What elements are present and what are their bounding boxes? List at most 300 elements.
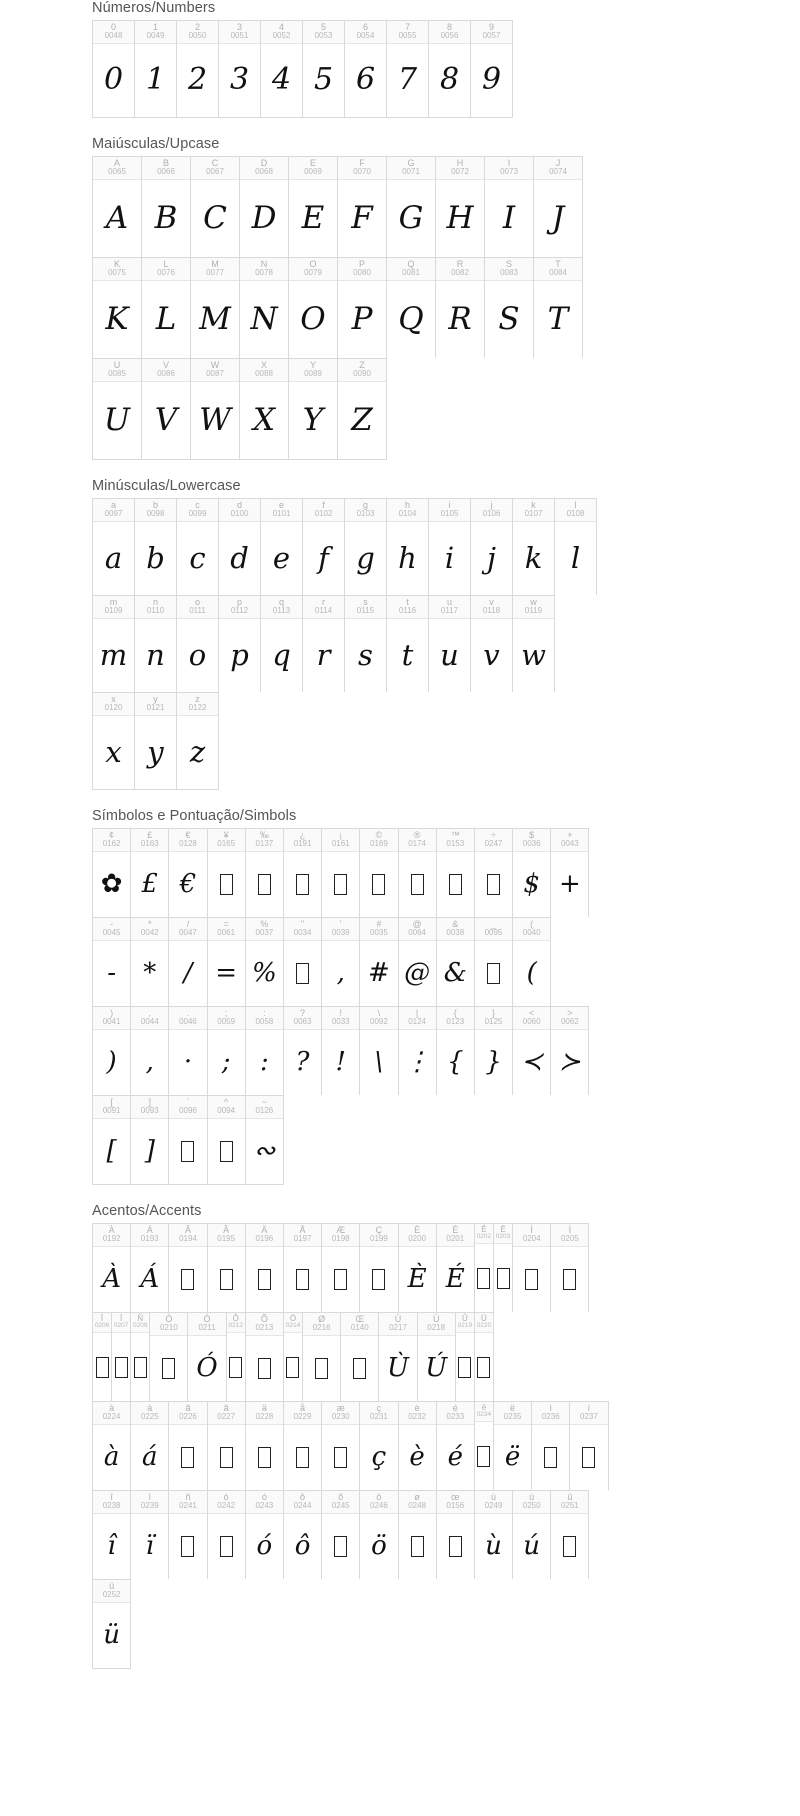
glyph-cell[interactable] xyxy=(289,258,338,358)
glyph-render: e xyxy=(272,540,291,575)
glyph-render: z xyxy=(189,734,206,769)
glyph-code-label: 0090 xyxy=(353,369,371,379)
glyph-cell[interactable] xyxy=(437,1491,475,1579)
glyph-character-label: S xyxy=(505,259,512,269)
glyph-code-label: 0036 xyxy=(522,839,541,849)
flower-icon: ✿ xyxy=(100,869,123,900)
glyph-character-label: ó xyxy=(261,1492,267,1502)
glyph-cell[interactable] xyxy=(387,21,429,117)
glyph-cell[interactable] xyxy=(246,1007,284,1095)
glyph-code-label: 0153 xyxy=(446,839,465,849)
glyph-code-label: 0064 xyxy=(408,928,426,938)
glyph-code-label: 0113 xyxy=(272,606,291,616)
glyph-cell[interactable] xyxy=(338,359,387,459)
glyph-cell[interactable] xyxy=(142,157,191,257)
glyph-cell[interactable] xyxy=(261,21,303,117)
glyph-cell[interactable] xyxy=(142,258,191,358)
glyph-cell[interactable] xyxy=(131,918,169,1006)
glyph-cell[interactable] xyxy=(360,1007,398,1095)
glyph-code-label: 0088 xyxy=(255,369,273,379)
glyph-cell[interactable] xyxy=(135,693,177,789)
glyph-cell[interactable] xyxy=(208,1096,246,1184)
glyph-render: S xyxy=(498,300,520,337)
glyph-cell[interactable] xyxy=(303,1313,341,1401)
glyph-cell[interactable] xyxy=(399,1491,437,1579)
glyph-character-label: ï xyxy=(148,1492,152,1502)
glyph-cell[interactable] xyxy=(345,499,387,595)
glyph-meta xyxy=(360,1224,397,1247)
glyph-cell[interactable] xyxy=(93,918,131,1006)
glyph-meta xyxy=(436,258,484,281)
glyph-render: P xyxy=(351,300,373,337)
glyph-cell[interactable] xyxy=(208,1491,246,1579)
glyph-cell[interactable] xyxy=(387,258,436,358)
glyph-cell[interactable] xyxy=(436,157,485,257)
missing-glyph-box-icon xyxy=(334,1447,347,1468)
section-symbols xyxy=(0,808,800,1185)
glyph-cell[interactable] xyxy=(150,1313,188,1401)
glyph-cell[interactable] xyxy=(93,21,135,117)
glyph-cell[interactable] xyxy=(93,1491,131,1579)
glyph-render xyxy=(303,1336,340,1401)
glyph-cell[interactable] xyxy=(93,1402,131,1490)
glyph-cell[interactable] xyxy=(475,1491,513,1579)
glyph-character-label: % xyxy=(260,919,269,929)
glyph-character-label: 7 xyxy=(404,22,410,32)
glyph-cell[interactable] xyxy=(322,1491,360,1579)
glyph-code-label: 0043 xyxy=(560,839,579,849)
glyph-cell[interactable] xyxy=(437,918,475,1006)
glyph-cell[interactable] xyxy=(261,499,303,595)
glyph-cell[interactable] xyxy=(429,21,471,117)
glyph-meta xyxy=(322,829,359,852)
glyph-cell[interactable] xyxy=(360,1402,398,1490)
glyph-code-label: 0162 xyxy=(102,839,121,849)
glyph-cell[interactable] xyxy=(399,1402,437,1490)
glyph-cell[interactable] xyxy=(555,499,597,595)
glyph-cell[interactable] xyxy=(399,1007,437,1095)
glyph-cell[interactable] xyxy=(135,21,177,117)
glyph-render: - xyxy=(107,958,116,989)
glyph-cell[interactable] xyxy=(471,21,513,117)
glyph-cell[interactable] xyxy=(93,1580,131,1668)
glyph-code-label: 0247 xyxy=(484,839,503,849)
glyph-render: j xyxy=(487,540,496,575)
glyph-cell[interactable] xyxy=(284,1491,322,1579)
glyph-meta xyxy=(284,1313,302,1333)
glyph-meta xyxy=(360,1402,397,1425)
glyph-cell[interactable] xyxy=(208,1402,246,1490)
glyph-cell[interactable] xyxy=(93,829,131,917)
glyph-cell[interactable] xyxy=(191,157,240,257)
glyph-cell[interactable] xyxy=(551,1491,589,1579)
glyph-character-label: r xyxy=(322,597,325,607)
glyph-character-label: Y xyxy=(309,360,316,370)
glyph-cell[interactable] xyxy=(429,596,471,692)
glyph-cell[interactable] xyxy=(219,21,261,117)
glyph-meta xyxy=(289,359,337,382)
glyph-meta xyxy=(399,1224,436,1247)
glyph-cell[interactable] xyxy=(387,596,429,692)
glyph-cell[interactable] xyxy=(387,499,429,595)
glyph-code-label: 0111 xyxy=(189,606,206,616)
glyph-meta xyxy=(284,1402,321,1425)
glyph-code-label: 0107 xyxy=(524,509,543,519)
glyph-cell[interactable] xyxy=(360,829,398,917)
glyph-cell[interactable] xyxy=(131,1224,169,1312)
glyph-cell[interactable] xyxy=(246,1096,284,1184)
glyph-cell[interactable] xyxy=(240,157,289,257)
glyph-cell[interactable] xyxy=(93,499,135,595)
glyph-cell[interactable] xyxy=(289,359,338,459)
glyph-cell[interactable] xyxy=(112,1313,131,1401)
glyph-cell[interactable] xyxy=(93,157,142,257)
missing-glyph-box-icon xyxy=(334,874,347,895)
glyph-cell[interactable] xyxy=(169,1096,207,1184)
missing-glyph-box-icon xyxy=(181,1447,194,1468)
glyph-cell[interactable] xyxy=(246,829,284,917)
glyph-cell[interactable] xyxy=(360,1224,398,1312)
glyph-meta xyxy=(570,1402,607,1425)
glyph-code-label: 0061 xyxy=(217,928,236,938)
glyph-cell[interactable] xyxy=(338,157,387,257)
glyph-render xyxy=(246,1247,283,1312)
glyph-meta xyxy=(177,499,218,522)
glyph-meta xyxy=(208,1224,245,1247)
missing-glyph-box-icon xyxy=(162,1358,175,1379)
glyph-character-label: ) xyxy=(110,1008,114,1018)
glyph-code-label: 0169 xyxy=(370,839,388,849)
glyph-cell[interactable] xyxy=(534,157,583,257)
glyph-cell[interactable] xyxy=(188,1313,226,1401)
glyph-render: 0 xyxy=(103,62,124,98)
glyph-character-label: ë xyxy=(510,1403,516,1413)
glyph-character-label: Ã xyxy=(223,1225,230,1235)
glyph-meta xyxy=(246,1491,283,1514)
glyph-cell[interactable] xyxy=(219,499,261,595)
glyph-render xyxy=(532,1425,569,1490)
glyph-cell[interactable] xyxy=(513,596,555,692)
glyph-render: w xyxy=(521,637,546,672)
glyph-code-label: 0219 xyxy=(457,1322,473,1330)
glyph-code-label: 0126 xyxy=(255,1106,274,1116)
glyph-cell[interactable] xyxy=(131,1313,150,1401)
glyph-cell[interactable] xyxy=(485,157,534,257)
glyph-render xyxy=(284,1247,321,1312)
glyph-cell[interactable] xyxy=(437,1224,475,1312)
glyph-cell[interactable] xyxy=(93,1313,112,1401)
glyph-cell[interactable] xyxy=(360,1491,398,1579)
glyph-character-label: 3 xyxy=(236,22,242,32)
glyph-code-label: 0225 xyxy=(140,1412,159,1422)
glyph-render: ! xyxy=(335,1047,346,1078)
glyph-cell[interactable] xyxy=(360,918,398,1006)
glyph-render xyxy=(284,852,321,917)
glyph-cell[interactable] xyxy=(284,1313,303,1401)
glyph-cell[interactable] xyxy=(379,1313,417,1401)
glyph-code-label: 0051 xyxy=(230,31,249,41)
glyph-render: & xyxy=(443,958,467,989)
glyph-row xyxy=(92,1579,131,1669)
glyph-cell[interactable] xyxy=(169,829,207,917)
glyph-character-label: X xyxy=(260,360,267,370)
glyph-character-label: Ø xyxy=(318,1314,326,1324)
glyph-render: y xyxy=(147,734,164,769)
glyph-cell[interactable] xyxy=(261,596,303,692)
glyph-cell[interactable] xyxy=(131,1007,169,1095)
glyph-cell[interactable] xyxy=(246,1313,284,1401)
glyph-row xyxy=(92,358,387,460)
glyph-meta xyxy=(494,1224,512,1244)
glyph-cell[interactable] xyxy=(551,829,589,917)
glyph-cell[interactable] xyxy=(513,1224,551,1312)
glyph-cell[interactable] xyxy=(169,1007,207,1095)
glyph-cell[interactable] xyxy=(513,499,555,595)
glyph-render: X xyxy=(252,401,276,438)
glyph-cell[interactable] xyxy=(387,157,436,257)
glyph-character-label: q xyxy=(278,597,284,607)
glyph-character-label: i xyxy=(448,500,451,510)
glyph-cell[interactable] xyxy=(93,693,135,789)
missing-glyph-box-icon xyxy=(582,1447,595,1468)
glyph-meta xyxy=(93,918,130,941)
glyph-cell[interactable] xyxy=(429,499,471,595)
missing-glyph-box-icon xyxy=(563,1536,576,1557)
glyph-render xyxy=(360,1247,397,1312)
glyph-cell[interactable] xyxy=(436,258,485,358)
glyph-cell[interactable] xyxy=(208,918,246,1006)
glyph-cell[interactable] xyxy=(135,499,177,595)
glyph-character-label: ö xyxy=(376,1492,382,1502)
glyph-render: J xyxy=(551,199,565,236)
glyph-cell[interactable] xyxy=(169,918,207,1006)
glyph-render: Z xyxy=(351,401,373,438)
glyph-cell[interactable] xyxy=(169,1491,207,1579)
glyph-cell[interactable] xyxy=(135,596,177,692)
glyph-render: = xyxy=(215,958,238,989)
glyph-cell[interactable] xyxy=(513,918,551,1006)
glyph-cell[interactable] xyxy=(475,1007,513,1095)
glyph-meta xyxy=(322,1402,359,1425)
glyph-cell[interactable] xyxy=(284,829,322,917)
glyph-character-label: ü xyxy=(109,1581,115,1591)
glyph-cell[interactable] xyxy=(341,1313,379,1401)
glyph-character-label: d xyxy=(236,500,242,510)
glyph-meta xyxy=(399,1491,436,1514)
glyph-meta xyxy=(551,1007,588,1030)
glyph-cell[interactable] xyxy=(227,1313,246,1401)
glyph-render xyxy=(246,1336,283,1401)
glyph-cell[interactable] xyxy=(399,1224,437,1312)
glyph-cell[interactable] xyxy=(208,829,246,917)
glyph-character-label: * xyxy=(148,919,152,929)
glyph-meta xyxy=(142,359,190,382)
glyph-code-label: 0069 xyxy=(304,167,322,177)
missing-glyph-box-icon xyxy=(477,1357,490,1378)
glyph-code-label: 0218 xyxy=(427,1323,446,1333)
glyph-meta xyxy=(135,596,176,619)
glyph-cell[interactable] xyxy=(93,359,142,459)
glyph-render: I xyxy=(502,199,516,236)
glyph-code-label: 0042 xyxy=(140,928,159,938)
glyph-character-label: R xyxy=(456,259,464,269)
glyph-grid xyxy=(92,1223,800,1669)
glyph-cell[interactable] xyxy=(475,1313,494,1401)
glyph-cell[interactable] xyxy=(513,1491,551,1579)
glyph-cell[interactable] xyxy=(494,1224,513,1312)
glyph-cell[interactable] xyxy=(494,1402,532,1490)
glyph-cell[interactable] xyxy=(303,596,345,692)
glyph-code-label: 0046 xyxy=(179,1017,197,1027)
glyph-code-label: 0121 xyxy=(146,703,165,713)
glyph-cell[interactable] xyxy=(322,1224,360,1312)
glyph-meta xyxy=(93,1491,130,1514)
glyph-meta xyxy=(485,258,533,281)
glyph-cell[interactable] xyxy=(131,1491,169,1579)
glyph-character-label: Å xyxy=(299,1225,306,1235)
glyph-cell[interactable] xyxy=(240,258,289,358)
glyph-cell[interactable] xyxy=(284,1224,322,1312)
glyph-cell[interactable] xyxy=(246,1402,284,1490)
glyph-cell[interactable] xyxy=(93,258,142,358)
missing-glyph-box-icon xyxy=(497,1268,510,1289)
glyph-meta xyxy=(532,1402,569,1425)
glyph-cell[interactable] xyxy=(177,21,219,117)
glyph-render xyxy=(284,1425,321,1490)
glyph-cell[interactable] xyxy=(475,918,513,1006)
glyph-meta xyxy=(131,1402,168,1425)
glyph-cell[interactable] xyxy=(399,918,437,1006)
glyph-code-label: 0110 xyxy=(146,606,165,616)
glyph-cell[interactable] xyxy=(131,829,169,917)
glyph-cell[interactable] xyxy=(246,1224,284,1312)
glyph-cell[interactable] xyxy=(551,1007,589,1095)
glyph-cell[interactable] xyxy=(532,1402,570,1490)
glyph-cell[interactable] xyxy=(240,359,289,459)
glyph-character-label: å xyxy=(300,1403,306,1413)
glyph-character-label: : xyxy=(263,1008,266,1018)
glyph-cell[interactable] xyxy=(93,1007,131,1095)
glyph-cell[interactable] xyxy=(322,1007,360,1095)
glyph-cell[interactable] xyxy=(93,1096,131,1184)
glyph-cell[interactable] xyxy=(570,1402,608,1490)
glyph-cell[interactable] xyxy=(284,918,322,1006)
glyph-cell[interactable] xyxy=(471,596,513,692)
glyph-meta xyxy=(93,1007,130,1030)
glyph-character-label: # xyxy=(376,919,382,929)
glyph-code-label: 0053 xyxy=(314,31,333,41)
glyph-character-label: 2 xyxy=(194,22,200,32)
glyph-code-label: 0099 xyxy=(188,509,207,519)
glyph-cell[interactable] xyxy=(475,829,513,917)
glyph-code-label: 0233 xyxy=(446,1412,465,1422)
glyph-meta xyxy=(534,258,582,281)
missing-glyph-box-icon xyxy=(334,1536,347,1557)
glyph-cell[interactable] xyxy=(246,1491,284,1579)
glyph-cell[interactable] xyxy=(93,596,135,692)
glyph-meta xyxy=(513,1491,550,1514)
glyph-cell[interactable] xyxy=(475,1224,494,1312)
glyph-cell[interactable] xyxy=(208,1007,246,1095)
glyph-cell[interactable] xyxy=(418,1313,456,1401)
glyph-cell[interactable] xyxy=(345,21,387,117)
glyph-cell[interactable] xyxy=(93,1224,131,1312)
glyph-character-label: G xyxy=(407,158,415,168)
missing-glyph-box-icon xyxy=(563,1269,576,1290)
glyph-cell[interactable] xyxy=(322,829,360,917)
glyph-cell[interactable] xyxy=(471,499,513,595)
glyph-character-label: æ xyxy=(336,1403,345,1413)
glyph-cell[interactable] xyxy=(345,596,387,692)
glyph-cell[interactable] xyxy=(485,258,534,358)
glyph-character-label: ™ xyxy=(450,830,460,840)
glyph-cell[interactable] xyxy=(284,1402,322,1490)
glyph-cell[interactable] xyxy=(208,1224,246,1312)
glyph-cell[interactable] xyxy=(219,596,261,692)
glyph-cell[interactable] xyxy=(513,829,551,917)
glyph-render: ) xyxy=(106,1047,117,1078)
glyph-code-label: 0044 xyxy=(140,1017,159,1027)
glyph-cell[interactable] xyxy=(399,829,437,917)
glyph-cell[interactable] xyxy=(177,693,219,789)
glyph-character-label: T xyxy=(555,259,561,269)
glyph-character-label: ¿ xyxy=(299,830,306,840)
glyph-character-label: Ê xyxy=(481,1225,487,1234)
glyph-code-label: 0114 xyxy=(314,606,333,616)
glyph-cell[interactable] xyxy=(131,1096,169,1184)
glyph-meta xyxy=(246,829,283,852)
glyph-character-label: K xyxy=(113,259,120,269)
glyph-cell[interactable] xyxy=(437,829,475,917)
missing-glyph-box-icon xyxy=(181,1141,194,1162)
glyph-cell[interactable] xyxy=(513,1007,551,1095)
glyph-character-label: M xyxy=(211,259,219,269)
glyph-cell[interactable] xyxy=(322,1402,360,1490)
glyph-cell[interactable] xyxy=(303,499,345,595)
glyph-cell[interactable] xyxy=(131,1402,169,1490)
glyph-cell[interactable] xyxy=(338,258,387,358)
glyph-cell[interactable] xyxy=(169,1224,207,1312)
glyph-render: 3 xyxy=(229,62,250,98)
glyph-render xyxy=(93,1333,111,1401)
glyph-cell[interactable] xyxy=(475,1402,494,1490)
glyph-cell[interactable] xyxy=(169,1402,207,1490)
glyph-cell[interactable] xyxy=(142,359,191,459)
glyph-cell[interactable] xyxy=(246,918,284,1006)
glyph-cell[interactable] xyxy=(456,1313,475,1401)
glyph-cell[interactable] xyxy=(551,1224,589,1312)
glyph-meta xyxy=(513,596,554,619)
glyph-cell[interactable] xyxy=(177,499,219,595)
glyph-character-label: H xyxy=(456,158,464,168)
glyph-cell[interactable] xyxy=(191,258,240,358)
glyph-cell[interactable] xyxy=(177,596,219,692)
glyph-cell[interactable] xyxy=(437,1007,475,1095)
glyph-cell[interactable] xyxy=(437,1402,475,1490)
glyph-code-label: 0199 xyxy=(370,1234,388,1244)
glyph-meta xyxy=(437,1224,474,1247)
glyph-cell[interactable] xyxy=(284,1007,322,1095)
glyph-render: ç xyxy=(371,1442,387,1473)
glyph-cell[interactable] xyxy=(289,157,338,257)
glyph-cell[interactable] xyxy=(322,918,360,1006)
glyph-cell[interactable] xyxy=(191,359,240,459)
glyph-cell[interactable] xyxy=(303,21,345,117)
glyph-cell[interactable] xyxy=(534,258,583,358)
glyph-render xyxy=(475,1422,493,1490)
glyph-character-label: O xyxy=(309,259,317,269)
glyph-render: p xyxy=(230,637,249,672)
